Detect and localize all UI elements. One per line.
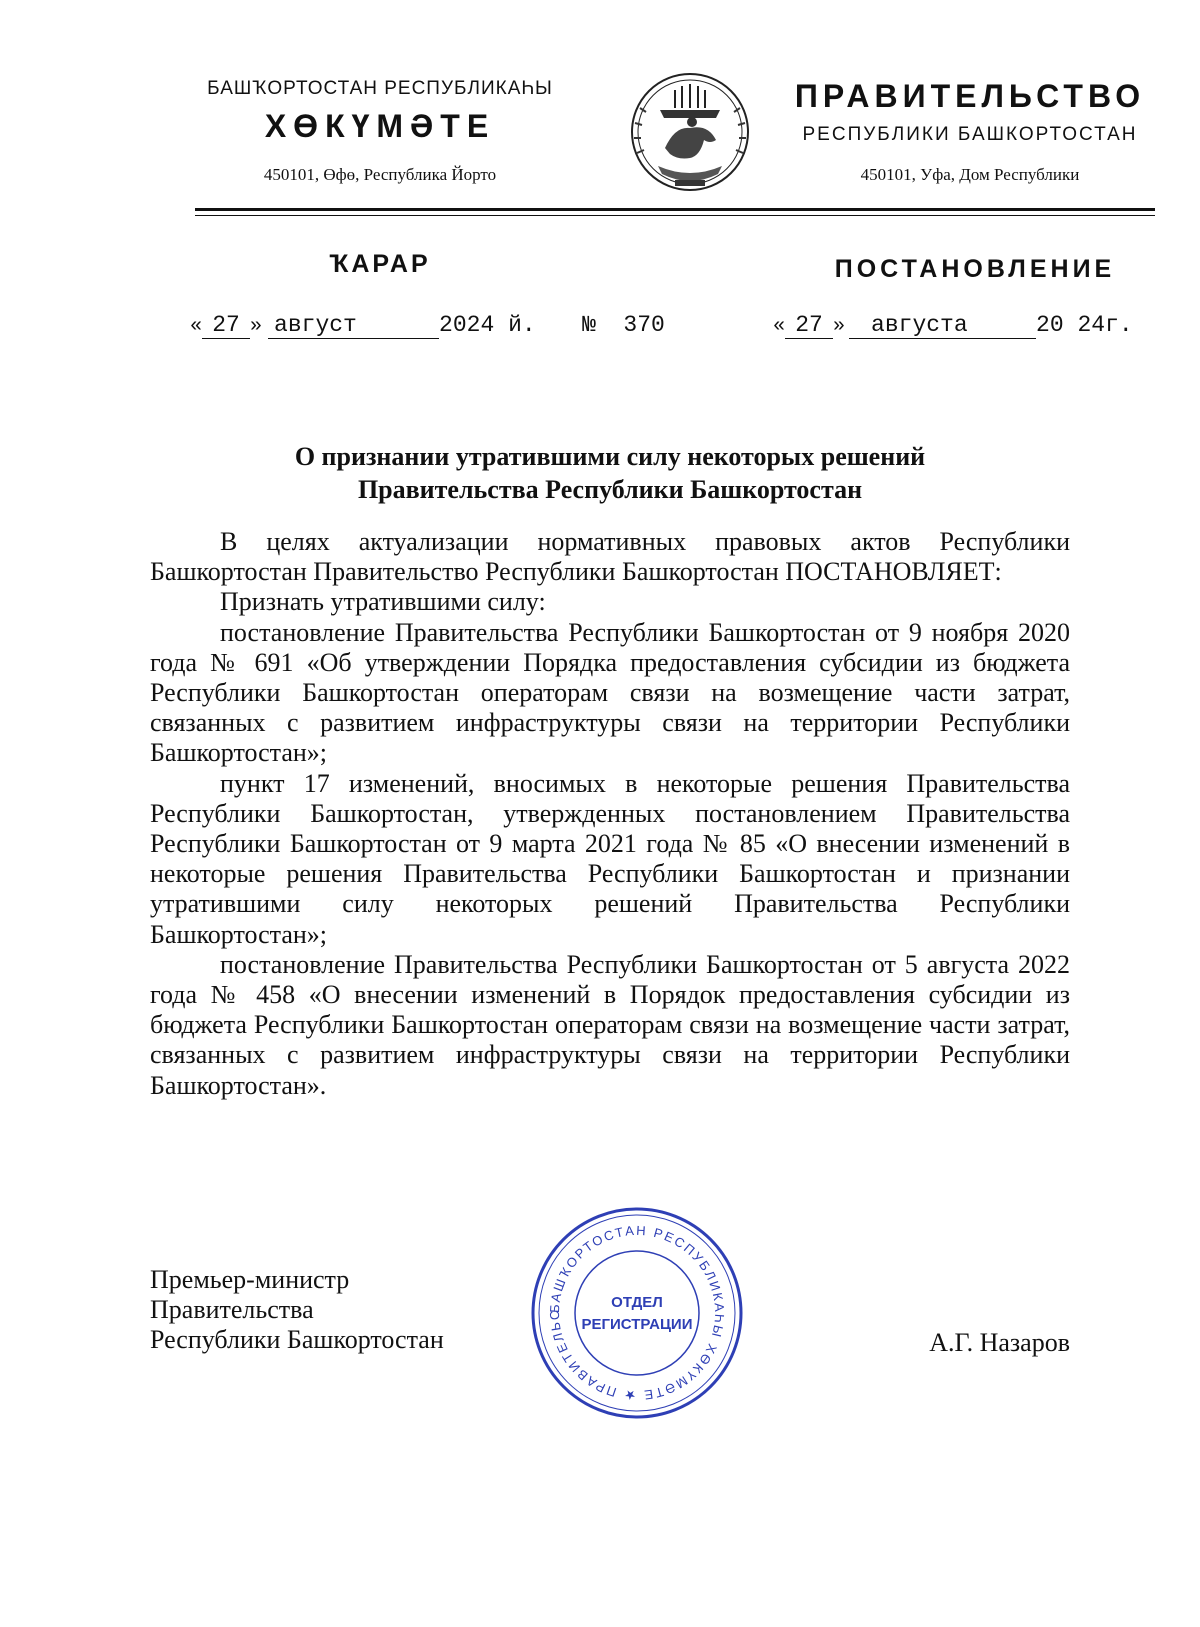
signatory-name: А.Г. Назаров	[929, 1328, 1070, 1357]
doc-type-russian: ПОСТАНОВЛЕНИЕ	[834, 255, 1116, 283]
letterhead-left-address: 450101, Өфө, Республика Йорто	[263, 165, 497, 184]
body-item-1: постановление Правительства Республики Башкортостан от 9 ноября 2020 года № 691 «Об утверждении Порядка предоставления субсидии из бюджета Республики Башкортостан операторам связи на возмещение части затрат, связанных с развитием инфраструктуры связи на территории Республики Башкортостан»;	[150, 617, 1070, 768]
date-right-day: 27	[785, 312, 833, 339]
document-title	[150, 440, 1070, 506]
stamp-center-line2: РЕГИСТРАЦИИ	[581, 1316, 693, 1333]
date-left-year: 2024	[439, 312, 495, 338]
stamp-ring-text: БАШҠОРТОСТАН РЕСПУБЛИКАҺЫ ХӨКҮМӘТЕ ★ ПРАВИТЕЛЬС	[546, 1222, 728, 1404]
document-body	[150, 527, 1070, 1101]
date-right-year-prefix: 20	[1036, 312, 1064, 338]
date-left-open-quote: «	[190, 315, 203, 338]
date-left-close-quote: »	[250, 315, 263, 338]
signatory-position-line1: Премьер-министр	[150, 1265, 350, 1294]
date-left	[190, 312, 536, 339]
letterhead-rule-thick	[195, 208, 1155, 211]
letterhead-rule-thin	[195, 215, 1155, 216]
letterhead-left-org: БАШҠОРТОСТАН РЕСПУБЛИКАҺЫ	[207, 78, 553, 99]
date-left-month: август	[268, 312, 439, 339]
registration-stamp	[527, 1203, 747, 1423]
date-right-suffix: г.	[1105, 312, 1133, 338]
letterhead-right-address: 450101, Уфа, Дом Республики	[860, 165, 1080, 184]
date-left-day: 27	[202, 312, 250, 339]
bashkortostan-coat-of-arms-icon	[620, 68, 760, 198]
date-right-month: августа	[849, 312, 1036, 339]
body-intro: Признать утратившими силу:	[220, 587, 546, 617]
date-right	[773, 312, 1133, 339]
signatory-position-line3: Республики Башкортостан	[150, 1325, 444, 1354]
document-title-line2: Правительства Республики Башкортостан	[357, 475, 863, 504]
document-title-line1: О признании утратившими силу некоторых решений	[294, 442, 926, 471]
date-right-close-quote: »	[833, 315, 846, 338]
stamp-center-line1: ОТДЕЛ	[611, 1294, 663, 1311]
letterhead-right-org: РЕСПУБЛИКИ БАШКОРТОСТАН	[802, 124, 1138, 145]
doc-type-bashkir: ҠАРАР	[329, 250, 431, 278]
number-sign: №	[582, 312, 596, 338]
signatory-position	[150, 1265, 444, 1355]
date-left-suffix: й.	[508, 312, 536, 338]
date-right-open-quote: «	[773, 315, 786, 338]
letterhead-left-main: ХӨКҮМӘТЕ	[264, 108, 496, 144]
document-number	[582, 312, 665, 338]
number-value: 370	[623, 312, 665, 338]
body-item-3: постановление Правительства Республики Башкортостан от 5 августа 2022 года № 458 «О внесении изменений в Порядок предоставления субсидии из бюджета Республики Башкортостан операторам связи на возмещение части затрат, связанных с развитием инфраструктуры связи на территории Республики Башкортостан».	[150, 949, 1070, 1100]
date-right-year-suffix: 24	[1077, 312, 1106, 338]
body-item-2: пункт 17 изменений, вносимых в некоторые решения Правительства Республики Башкортостан, утвержденных постановлением Правительства Республики Башкортостан от 9 марта 2021 года № 85 «О внесении изменений в некоторые решения Правительства Республики Башкортостан и признании утратившими силу некоторых решений Правительства Республики Башкортостан»;	[150, 768, 1070, 949]
letterhead-right-main: ПРАВИТЕЛЬСТВО	[794, 78, 1146, 114]
signatory-position-line2: Правительства	[150, 1295, 314, 1324]
body-preamble: В целях актуализации нормативных правовых актов Республики Башкортостан Правительство Республики Башкортостан ПОСТАНОВЛЯЕТ:	[150, 527, 1070, 587]
